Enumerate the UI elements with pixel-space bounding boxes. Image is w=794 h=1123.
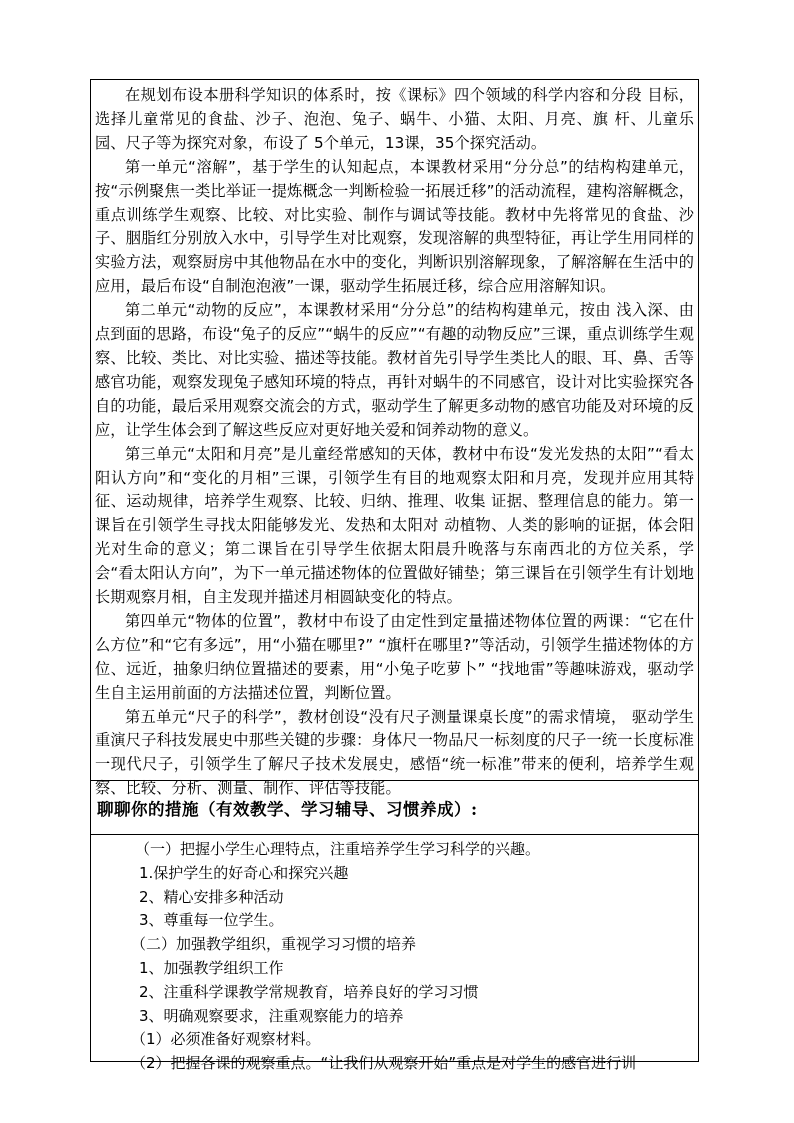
unit-1-paragraph: 第一单元“溶解”，基于学生的认知起点，本课教材采用“分分总”的结构构建单元，按“示例聚焦一类比举证一提炼概念一判断检验一拓展迁移”的活动流程，建构溶解概念，重点训练学生观察、比较、对比实验、制作与调试等技能。教材中先将常见的食盐、沙子、胭脂红分别放入水中，引导学生对比观察，发现溶解的典型特征，再让学生用同样的实验方法，观察厨房中其他物品在水中的变化，判断识别溶解现象，了解溶解在生活中的应用，最后布设“自制泡泡液”一课，驱动学生拓展迁移，综合应用溶解知识。: [95, 157, 694, 296]
document-table: [90, 79, 699, 1073]
list-item: 3、明确观察要求，注重观察能力的培养: [139, 1006, 404, 1025]
list-item: （一）把握小学生心理特点，注重培养学生学习科学的兴趣。: [135, 840, 541, 858]
list-item: 1、加强教学组织工作: [139, 958, 284, 977]
unit-4-paragraph: 第四单元“物体的位置”，教材中布设了由定性到定量描述物体位置的两课：“它在什么方位”和“它有多远”，用“小猫在哪里?” “旗杆在哪里?”等活动，引领学生描述物体的方位、远近，抽象归纳位置描述的要素，用“小兔子吃萝卜” “找地雷”等趣味游戏，驱动学生自主运用前面的方法描述位置，判断位置。: [95, 611, 694, 702]
list-item: 1.保护学生的好奇心和探究兴趣: [139, 863, 349, 882]
measures-list-cell: [91, 835, 698, 1073]
list-item: 2、注重科学课教学常规教育，培养良好的学习习惯: [139, 982, 479, 1001]
section-heading: 聊聊你的措施（有效教学、学习辅导、习惯养成）:: [97, 799, 478, 819]
unit-3-paragraph: 第三单元“太阳和月亮”是儿童经常感知的天体，教材中布设“发光发热的太阳”“看太阳认方向”和“变化的月相”三课，引领学生有目的地观察太阳和月亮，发现并应用其特征、运动规律，培养学生观察、比较、归纳、推理、收集 证据、整理信息的能力。第一课旨在引领学生寻找太阳能够发光、发热和太阳对 动植物、人类的影响的证据，体会阳光对生命的意义；第二课旨在引导学生依据太阳晨升晚落与东南西北的方位关系，学会“看太阳认方向”，为下一单元描述物体的位置做好铺垫；第三课旨在引领学生有计划地长期观察月相，自主发现并描述月相圆缺变化的特点。: [95, 444, 694, 607]
intro-paragraph: 在规划布设本册科学知识的体系时，按《课标》四个领域的科学内容和分段 目标，选择儿童常见的食盐、沙子、泡泡、兔子、蜗牛、小猫、太阳、月亮、旗 杆、儿童乐园、尺子等为探究对象，布设了 5个单元，13课，35个探究活动。: [95, 86, 694, 152]
list-item: 3、尊重每一位学生。: [139, 911, 284, 930]
list-item: （2）把握各课的观察重点。“让我们从观察开始”重点是对学生的感官进行训: [131, 1054, 637, 1073]
unit-2-paragraph: 第二单元“动物的反应”，本课教材采用“分分总”的结构构建单元，按由 浅入深、由点到面的思路，布设“兔子的反应”“蜗牛的反应”“有趣的动物反应”三课，重点训练学生观察、比较、类比、对比实验、描述等技能。教材首先引导学生类比人的眼、耳、鼻、舌等感官功能，观察发现兔子感知环境的特点，再针对蜗牛的不同感官，设计对比实验探究各自的功能，最后采用观察交流会的方式，驱动学生了解更多动物的感官功能及对环境的反应，让学生体会到了解这些反应对更好地关爱和饲养动物的意义。: [95, 301, 694, 439]
list-item: （1）必须准备好观察材料。: [131, 1030, 321, 1049]
list-item: 2、精心安排多种活动: [139, 887, 284, 906]
unit-5-paragraph: 第五单元“尺子的科学”，教材创设“没有尺子测量课桌长度”的需求情境， 驱动学生重演尺子科技发展史中那些关键的步骤：身体尺一物品尺一标刻度的尺子一统一长度标准一现代尺子，引领学生了解尺子技术发展史，感悟“统一标准”带来的便利，培养学生观察、比较、分析、测量、制作、评估等技能。: [95, 707, 694, 798]
textbook-analysis-cell: [91, 80, 698, 798]
list-item: （二）加强教学组织，重视学习习惯的培养: [131, 935, 417, 954]
